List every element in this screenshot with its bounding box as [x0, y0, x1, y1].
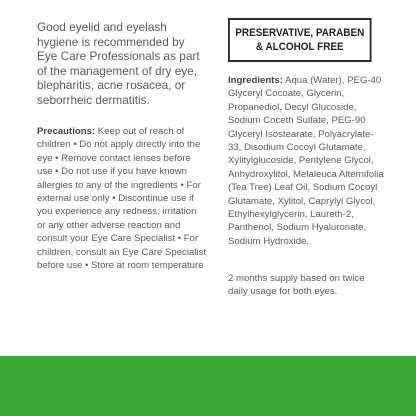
intro-paragraph: Good eyelid and eyelash hygiene is recommended by Eye Care Professionals as part of the management of dry eye, blepharitis, acne rosacea, or seborrheic dermatitis. [37, 20, 200, 107]
supply-note: 2 months supply based on twice daily usage for both eyes. [228, 273, 365, 298]
ingredients-label: Ingredients: [228, 75, 283, 86]
free-from-badge [228, 18, 372, 62]
footer-green-bar [0, 356, 416, 416]
precautions-text: Keep out of reach of children • Do not apply directly into the eye • Remove contact lenses before use • Do not use if you have known allergies to any of the ingredients • For external use only • Discontinue use if you experience any redness, irritation or any other adverse reaction and consult your Eye Care Specialist • For children, consult an Eye Care Specialist before use • Store at room temperature [37, 126, 207, 272]
ingredients-paragraph [228, 74, 386, 248]
ingredients-text: Aqua (Water), PEG-40 Glyceryl Cocoate, Glycerin, Propanediol, Decyl Glucoside, Sodium Coceth Sulfate, PEG-90 Glyceryl Isostearate, Polyacrylate-33, Disodium Cocoyl Glutamate, Xylitylglucoside, Pentylene Glycol, Anhydroxylitol, Melaleuca Alternifolia (Tea Tree) Leaf Oil, Sodium Cocoyl Glutamate, Xylitol, Caprylyl Glycol, Ethylhexylglycerin, Laureth-2, Panthenol, Sodium Hyaluronate, Sodium Hydroxide. [228, 75, 384, 247]
badge-line-2: & ALCOHOL FREE [255, 41, 344, 53]
badge-line-1: PRESERVATIVE, PARABEN [235, 27, 365, 39]
precautions-label: Precautions: [37, 126, 96, 137]
precautions-paragraph [37, 125, 207, 272]
